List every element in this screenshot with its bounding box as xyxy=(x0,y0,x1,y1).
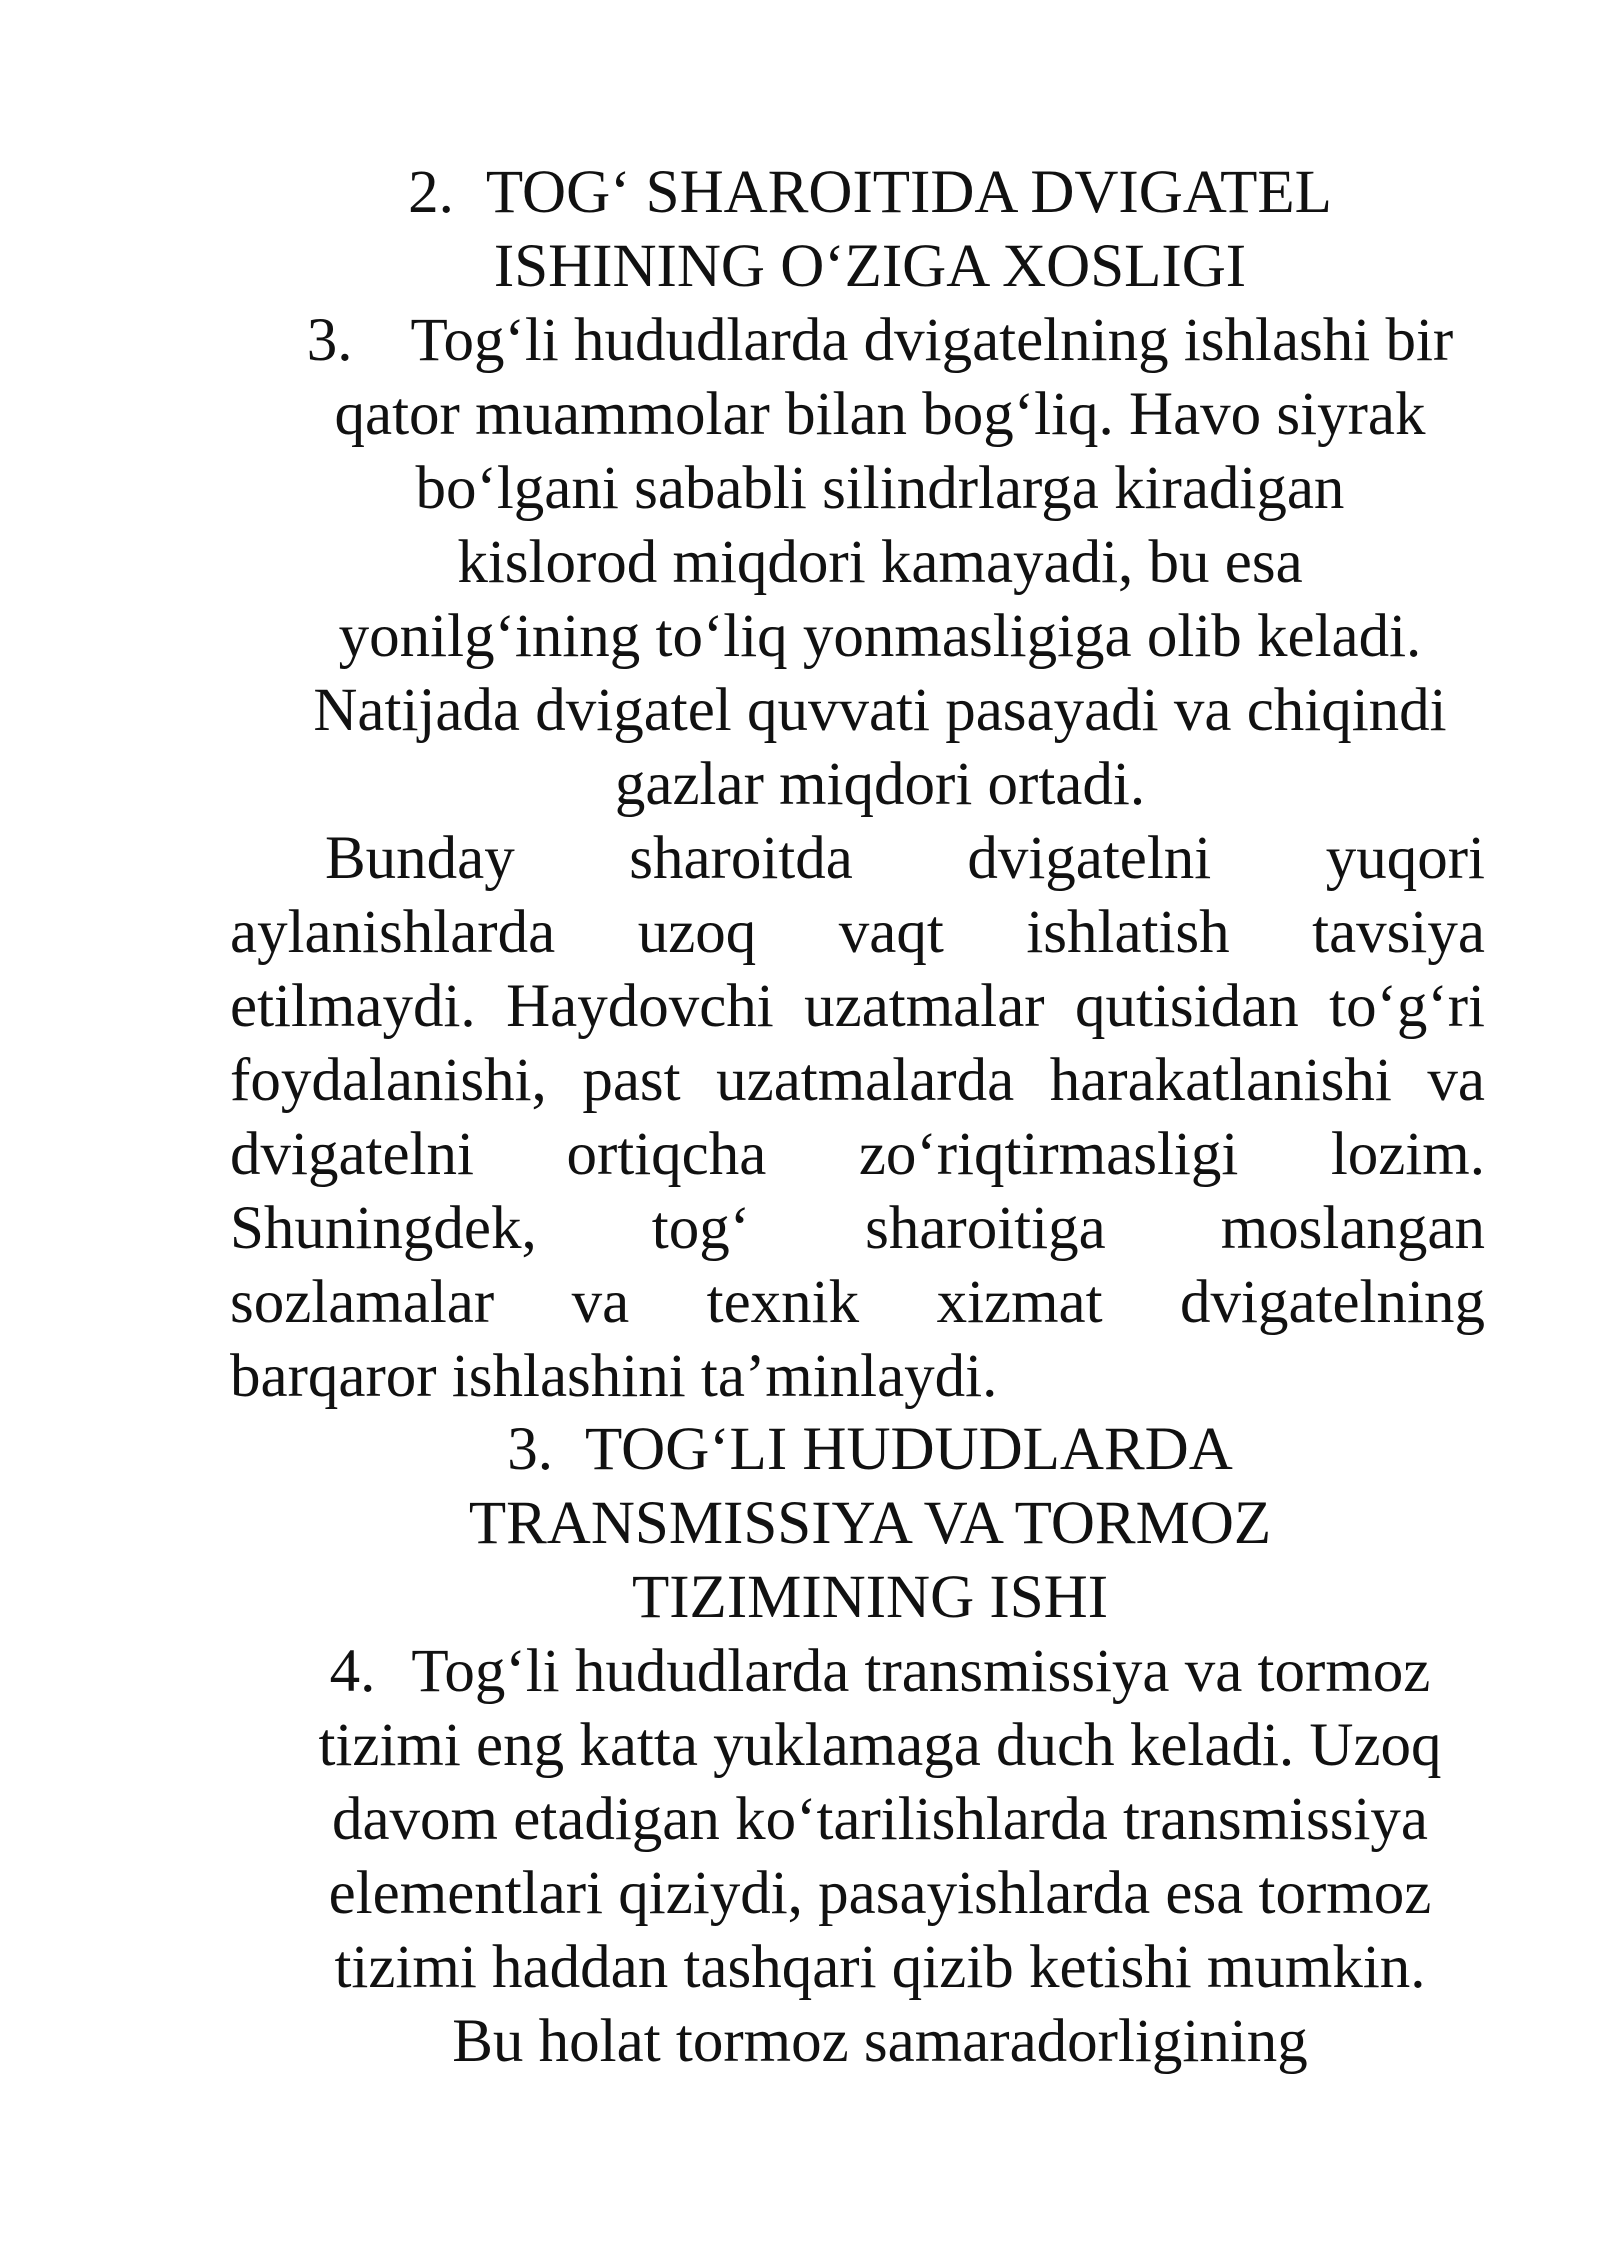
word: tavsiya xyxy=(1312,899,1485,966)
word: yuqori xyxy=(1325,825,1485,892)
word: sharoitiga xyxy=(865,1195,1106,1262)
word: vaqt xyxy=(838,899,944,966)
word: Shuningdek, xyxy=(230,1195,537,1262)
word: texnik xyxy=(706,1269,860,1336)
paragraph-line xyxy=(230,1266,1485,1340)
item-number: 4. xyxy=(329,1638,376,1705)
heading-line xyxy=(180,1413,1560,1487)
text-line: gazlar miqdori ortadi. xyxy=(614,751,1146,818)
text-line xyxy=(200,304,1560,378)
paragraph-line xyxy=(230,1192,1485,1266)
paragraph-line xyxy=(230,822,1485,896)
text-line: tizimi haddan tashqari qizib ketishi mumkin. xyxy=(334,1934,1426,2001)
text-line: tizimi eng katta yuklamaga duch keladi. Uzoq xyxy=(318,1712,1442,1779)
word: qutisidan xyxy=(1075,973,1299,1040)
text-line: Bu holat tormoz samaradorligining xyxy=(452,2008,1308,2075)
text-line: Natijada dvigatel quvvati pasayadi va chiqindi xyxy=(313,677,1447,744)
word: uzoq xyxy=(637,899,757,966)
item-3-text xyxy=(200,304,1560,822)
section-3-heading xyxy=(180,1413,1560,1635)
heading-line: ISHINING O‘ZIGA XOSLIGI xyxy=(493,233,1247,300)
text-line: elementlari qiziydi, pasayishlarda esa tormoz xyxy=(328,1860,1432,1927)
item-4-text xyxy=(200,1635,1560,2079)
heading-number: 2. xyxy=(408,159,454,226)
text-line: qator muammolar bilan bog‘liq. Havo siyrak xyxy=(334,381,1426,448)
heading-text: TOG‘ SHAROITIDA DVIGATEL xyxy=(485,159,1332,226)
word: foydalanishi, xyxy=(230,1047,547,1114)
paragraph-line xyxy=(230,896,1485,970)
word: aylanishlarda xyxy=(230,899,556,966)
word: uzatmalar xyxy=(804,973,1045,1040)
word: dvigatelni xyxy=(230,1121,474,1188)
paragraph-line xyxy=(230,1340,1485,1414)
word: ishlatish xyxy=(1026,899,1230,966)
heading-line: TIZIMINING ISHI xyxy=(631,1564,1109,1631)
word: etilmaydi. xyxy=(230,973,476,1040)
text-run: Tog‘li hududlarda dvigatelning ishlashi bir xyxy=(410,307,1454,374)
text-line: bo‘lgani sababli silindrlarga kiradigan xyxy=(415,455,1345,522)
word: sharoitda xyxy=(629,825,853,892)
text-line: kislorod miqdori kamayadi, bu esa xyxy=(457,529,1303,596)
word: past xyxy=(582,1047,681,1114)
text-line: yonilg‘ining to‘liq yonmasligiga olib keladi. xyxy=(338,603,1422,670)
word: Haydovchi xyxy=(506,973,774,1040)
word: sozlamalar xyxy=(230,1269,495,1336)
heading-line: TRANSMISSIYA VA TORMOZ xyxy=(468,1490,1272,1557)
section-2-heading xyxy=(180,156,1560,304)
word: barqaror ishlashini ta’minlaydi. xyxy=(230,1343,998,1410)
heading-number: 3. xyxy=(507,1416,553,1483)
word: lozim. xyxy=(1330,1121,1485,1188)
word: Bunday xyxy=(325,825,515,892)
paragraph-line xyxy=(230,1118,1485,1192)
text-line xyxy=(200,1635,1560,1709)
item-number: 3. xyxy=(306,307,353,374)
text-line: davom etadigan ko‘tarilishlarda transmissiya xyxy=(331,1786,1428,1853)
word: to‘g‘ri xyxy=(1329,973,1485,1040)
body-paragraph xyxy=(230,822,1485,1414)
paragraph-line xyxy=(230,1044,1485,1118)
text-run: Tog‘li hududlarda transmissiya va tormoz xyxy=(411,1638,1431,1705)
word: moslangan xyxy=(1220,1195,1485,1262)
word: dvigatelning xyxy=(1180,1269,1485,1336)
word: va xyxy=(571,1269,630,1336)
word: zo‘riqtirmasligi xyxy=(858,1121,1239,1188)
word: ortiqcha xyxy=(566,1121,767,1188)
word: xizmat xyxy=(936,1269,1103,1336)
heading-line xyxy=(180,156,1560,230)
paragraph-line xyxy=(230,970,1485,1044)
word: uzatmalarda xyxy=(716,1047,1015,1114)
word: dvigatelni xyxy=(967,825,1212,892)
word: tog‘ xyxy=(651,1195,751,1262)
heading-text: TOG‘LI HUDUDLARDA xyxy=(584,1416,1233,1483)
word: va xyxy=(1427,1047,1485,1114)
word: harakatlanishi xyxy=(1049,1047,1392,1114)
